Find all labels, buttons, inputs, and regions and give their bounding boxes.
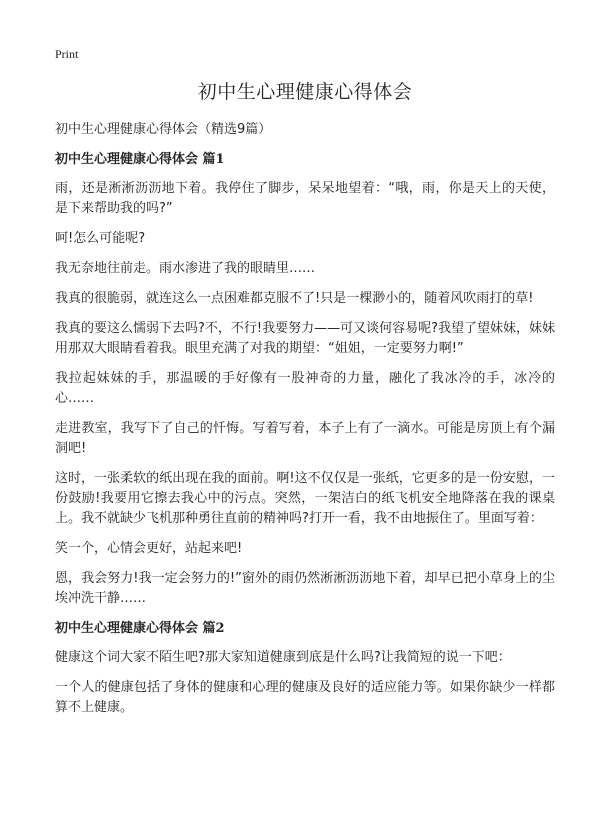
- paragraph: 呵!怎么可能呢?: [55, 231, 146, 246]
- paragraph: 走进教室，我写下了自己的忏悔。写着写着，本子上有了一滴水。可能是房顶上有个漏洞吧!: [55, 421, 555, 456]
- section-heading: 初中生心理健康心得体会 篇2: [55, 621, 225, 636]
- paragraph: 我无奈地往前走。雨水渗进了我的眼睛里……: [55, 261, 316, 276]
- paragraph: 笑一个，心情会更好，站起来吧!: [55, 541, 243, 556]
- print-link[interactable]: Print: [55, 47, 79, 61]
- paragraph: 我真的很脆弱，就连这么一点困难都克服不了!只是一棵渺小的，随着风吹雨打的草!: [55, 291, 534, 306]
- paragraph: 我真的要这么懦弱下去吗?不，不行!我要努力——可又谈何容易呢?我望了望妹妹，妹妹用那双大眼睛看着我。眼里充满了对我的期望：“姐姐，一定要努力啊!”: [55, 321, 556, 356]
- paragraph: 我拉起妹妹的手，那温暖的手好像有一股神奇的力量，融化了我冰冷的手，冰冷的心……: [55, 371, 555, 406]
- section-heading: 初中生心理健康心得体会 篇1: [55, 152, 225, 167]
- paragraph: 一个人的健康包括了身体的健康和心理的健康及良好的适应能力等。如果你缺少一样都算不上健康。: [55, 680, 555, 715]
- section-1: [55, 150, 555, 609]
- paragraph: 这时，一张柔软的纸出现在我的面前。啊!这不仅仅是一张纸，它更多的是一份安慰，一份鼓励!我要用它擦去我心中的污点。突然，一架洁白的纸飞机安全地降落在我的课桌上。我不就缺少飞机那种勇往直前的精神吗?打开一看，我不由地振住了。里面写着：: [55, 471, 555, 526]
- paragraph: 雨，还是淅淅沥沥地下着。我停住了脚步，呆呆地望着：“哦，雨，你是天上的天使，是下来帮助我的吗?”: [55, 181, 555, 216]
- section-2: [55, 619, 555, 718]
- paragraph: 健康这个词大家不陌生吧?那大家知道健康到底是什么吗?让我简短的说一下吧：: [55, 650, 511, 665]
- page-title: 初中生心理健康心得体会: [197, 81, 413, 103]
- document-body: [55, 78, 555, 728]
- paragraph: 恩，我会努力!我一定会努力的!”窗外的雨仍然淅淅沥沥地下着，却早已把小草身上的尘埃冲洗干静……: [55, 571, 555, 606]
- document-subtitle: 初中生心理健康心得体会（精选9篇）: [55, 122, 272, 137]
